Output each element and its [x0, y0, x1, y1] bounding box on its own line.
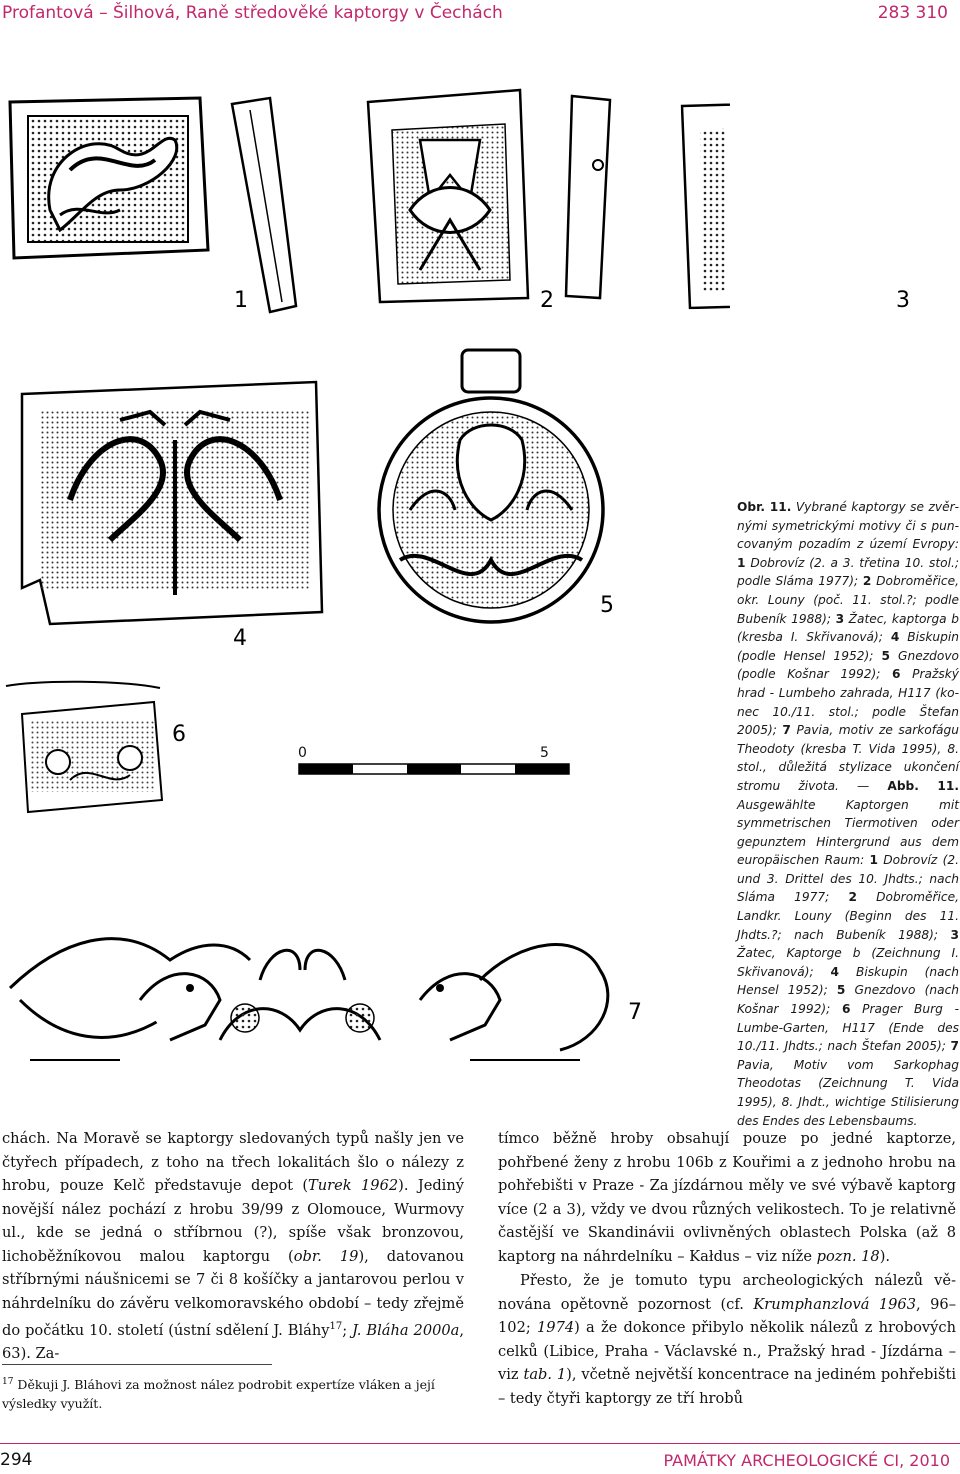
scale-bar-graphic	[298, 763, 573, 777]
caption-number: 1	[869, 853, 878, 868]
figure-label-4: 4	[233, 626, 247, 651]
caption-number: 2	[848, 890, 857, 905]
caption-text: Biskupin (nach Hensel 1952);	[737, 964, 959, 998]
figure-drawings	[0, 40, 730, 1090]
running-head-pages: 283 310	[877, 3, 948, 23]
footnote-number: 17	[2, 1377, 14, 1387]
artifact-4-plaque	[22, 382, 322, 624]
caption-label-de: Abb. 11.	[887, 778, 960, 793]
artifact-5-pendant	[379, 350, 603, 622]
figure-label-2: 2	[540, 288, 554, 313]
caption-number: 1	[737, 555, 746, 570]
caption-text: Pražský hrad - Lumbeho zahrada, H117 (konec 10./11. stol.; podle Štefan 2005);	[737, 667, 959, 738]
caption-number: 5	[881, 648, 890, 663]
caption-label-cz: Obr. 11.	[737, 500, 792, 514]
figure-label-7: 7	[628, 1000, 642, 1025]
caption-text: Pavia, motiv ze sarkofágu Theodoty (kresba T. Vida 1995), 8. stol., důležitá stylizace ukončení stromu života. —	[737, 723, 959, 793]
footnote	[2, 1373, 464, 1413]
caption-text: Ausgewählte Kaptorgen mit symmetrischen Tiermotiven oder gepunztem Hintergrund aus dem europäischen Raum:	[737, 797, 959, 868]
page-number: 294	[0, 1450, 33, 1470]
artifact-7-frieze	[10, 939, 608, 1060]
caption-text: Dobroměřice, Landkr. Louny (Beginn des 11. Jhdts.?; nach Bubeník 1988);	[737, 890, 959, 942]
caption-text: Žatec, kaptorga b (kresba I. Skřivanová);	[737, 611, 959, 645]
body-paragraph: chách. Na Moravě se kaptorgy sledovaných typů našly jen ve čtyřech případech, z toho na třech lokalitách šlo o nálezy z hrobu, pouze Kelč představuje depot (Turek 1962). Jediný novější nález pochází z hrobu 39/99 z Olomouce, Wurmovy ul., kde se jedná o stříbrnou (?), spíše však bronzovou, lichoběžníkovou malou kaptorgu (obr. 19), datovanou stříbrnými náušnicemi se 7 či 8 košíčky a jantarovou perlou v náhrdelníku do závěru velkomoravského období – tedy zřejmě do počátku 10. století (ústní sdělení J. Bláhy$^{17}$; J. Bláha 2000a, 63). Za-	[2, 1130, 465, 1363]
caption-number: 6	[841, 1002, 851, 1017]
caption-number: 3	[950, 927, 959, 942]
caption-text: Dobrovíz (2. und 3. Drittel des 10. Jhdts.; nach Sláma 1977;	[737, 853, 960, 905]
caption-number: 7	[782, 723, 791, 738]
body-column-right	[498, 1127, 956, 1410]
caption-text: Dobroměřice, okr. Louny (poč. 11. stol.?; podle Bubeník 1988);	[737, 574, 959, 626]
caption-text: Gnezdovo (podle Košnar 1992);	[737, 648, 959, 682]
body-paragraph: tímco běžně hroby obsahují pouze po jedné kaptorze, pohřbené ženy z hrobu 106b z Kouřimi a z jednoho hrobu na pohřebišti v Praze - Za jízdárnou měly ve své výbavě kaptorg více (2 a 3), vždy ve dvou různých velikostech. To je relativně častější ve Skandinávii ovlivněných oblastech Polska (až 8 kaptorg na náhrdelníku – Kałdus – viz níže pozn. 18).	[498, 1130, 956, 1265]
body-paragraph: Přesto, že je tomuto typu archeologických nálezů věnována opětovně pozornost (cf. Krumphanzlová 1963, 96–102; 1974) a že dokonce přibylo několik nálezů z hrobových celků (Libice, Praha - Václavské n., Pražský hrad - Jízdárna – viz tab. 1), včetně největší koncentrace na jediném pohřebišti – tedy čtyři kaptorgy ze tří hrobů	[498, 1272, 956, 1407]
caption-text: Vybrané kaptorgy se zvěrnými symetrickými motivy či s puncovaným pozadím z území Evropy:	[737, 500, 959, 552]
footnote-ref[interactable]: 17	[329, 1321, 343, 1332]
caption-number: 6	[892, 667, 901, 682]
caption-number: 3	[835, 611, 845, 626]
footer-divider	[0, 1443, 960, 1444]
caption-number: 7	[950, 1039, 959, 1054]
caption-text: Žatec, Kaptorge b (Zeichnung I. Skřivanová);	[737, 946, 959, 979]
figure-label-1: 1	[234, 288, 248, 313]
body-column-left	[2, 1127, 464, 1366]
figure-caption	[737, 498, 959, 1130]
running-head	[0, 0, 960, 28]
figure-label-3: 3	[896, 288, 910, 313]
artifact-1-plaque	[10, 98, 208, 258]
scale-bar	[298, 745, 573, 775]
footnote-text: Děkuji J. Bláhovi za možnost nález podrobit expertíze vláken a její výsledky využít.	[2, 1377, 435, 1411]
caption-text: Dobrovíz (2. a 3. třetina 10. stol.; podle Sláma 1977);	[737, 555, 959, 589]
caption-text: Biskupin (podle Hensel 1952);	[737, 630, 959, 663]
caption-number: 5	[836, 983, 846, 998]
caption-text: Gnezdovo (nach Košnar 1992);	[737, 983, 959, 1017]
caption-text: Prager Burg - Lumbe-Garten, H117 (Ende des 10./11. Jhdts.; nach Štefan 2005);	[737, 1002, 959, 1054]
caption-text: Pavia, Motiv vom Sarkophag Theodotas (Zeichnung T. Vida 1995), 8. Jhdt., wichtige Stilisierung des Endes des Lebensbaums.	[737, 1057, 959, 1128]
scale-end: 5	[540, 745, 549, 761]
footnote-divider	[2, 1364, 272, 1365]
artifact-2-side-view	[566, 96, 610, 298]
caption-number: 4	[830, 964, 840, 979]
running-head-title: Profantová – Šilhová, Raně středověké kaptorgy v Čechách	[2, 3, 503, 23]
artifact-1-side-view	[232, 98, 296, 312]
artifact-2-plaque	[368, 90, 528, 302]
journal-title: PAMÁTKY ARCHEOLOGICKÉ CI, 2010	[663, 1451, 950, 1470]
figure-label-6: 6	[172, 722, 186, 747]
caption-number: 2	[862, 574, 872, 589]
scale-start: 0	[298, 745, 307, 761]
figure-label-5: 5	[600, 593, 614, 618]
artifact-6-fragment	[6, 682, 162, 812]
artifact-3-plaque	[682, 100, 730, 308]
caption-number: 4	[890, 630, 900, 645]
